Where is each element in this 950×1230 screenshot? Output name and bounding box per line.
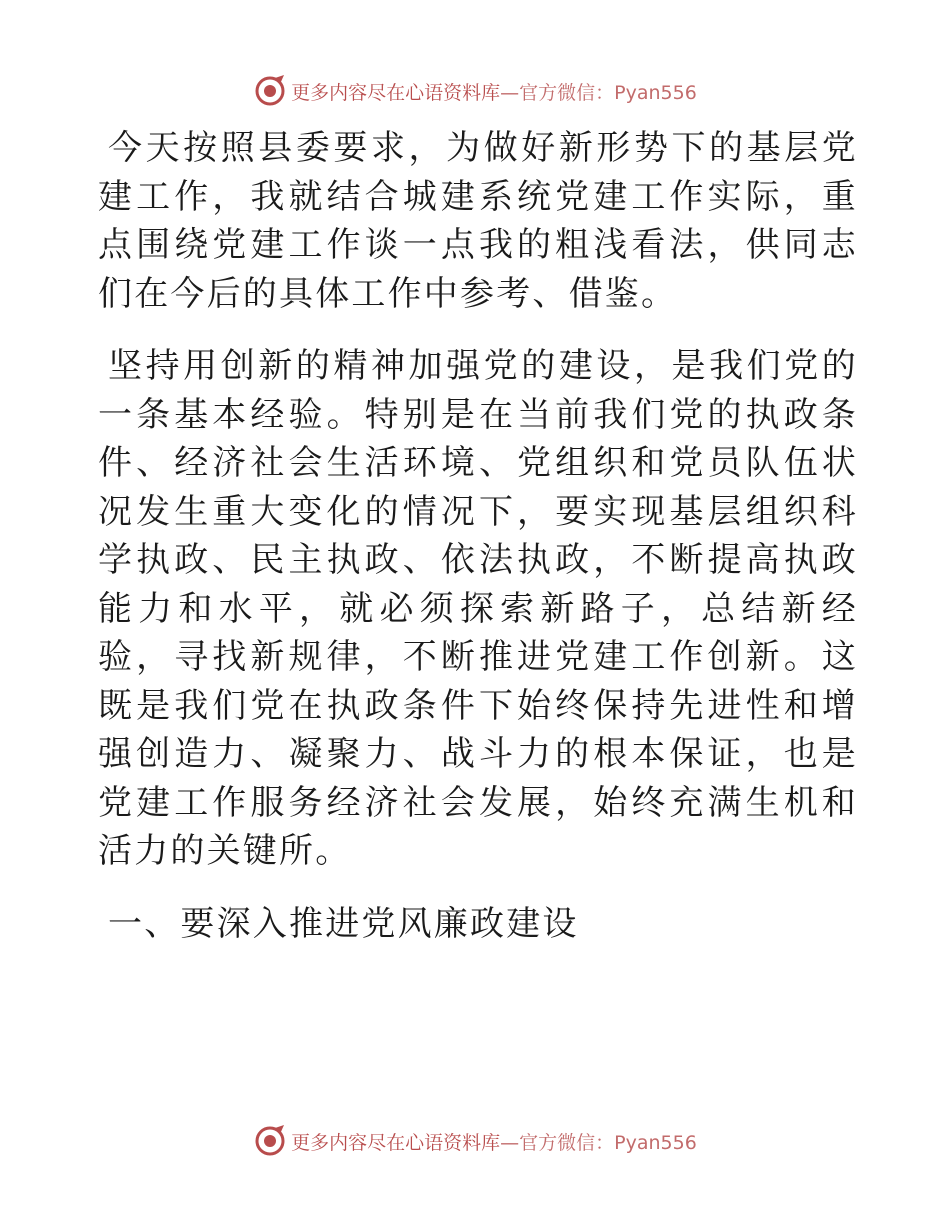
watermark-text: 更多内容尽在心语资料库—官方微信：Pyan556 xyxy=(291,81,697,104)
quill-seal-icon xyxy=(253,74,287,108)
watermark-footer xyxy=(0,1124,950,1158)
section-heading-1: 一、要深入推进党风廉政建设 xyxy=(108,903,579,944)
document-body xyxy=(98,124,858,948)
quill-seal-icon xyxy=(253,1124,287,1158)
paragraph-innovation: 坚持用创新的精神加强党的建设，是我们党的一条基本经验。特别是在当前我们党的执政条件、经济社会生活环境、党组织和党员队伍状况发生重大变化的情况下，要实现基层组织科学执政、民主执政、依法执政，不断提高执政能力和水平，就必须探索新路子，总结新经验，寻找新规律，不断推进党建工作创新。这既是我们党在执政条件下始终保持先进性和增强创造力、凝聚力、战斗力的根本保证，也是党建工作服务经济社会发展，始终充满生机和活力的关键所。 xyxy=(98,346,858,871)
watermark-header xyxy=(0,74,950,108)
watermark-text: 更多内容尽在心语资料库—官方微信：Pyan556 xyxy=(291,1131,697,1154)
paragraph-intro: 今天按照县委要求，为做好新形势下的基层党建工作，我就结合城建系统党建工作实际，重点围绕党建工作谈一点我的粗浅看法，供同志们在今后的具体工作中参考、借鉴。 xyxy=(98,128,858,314)
